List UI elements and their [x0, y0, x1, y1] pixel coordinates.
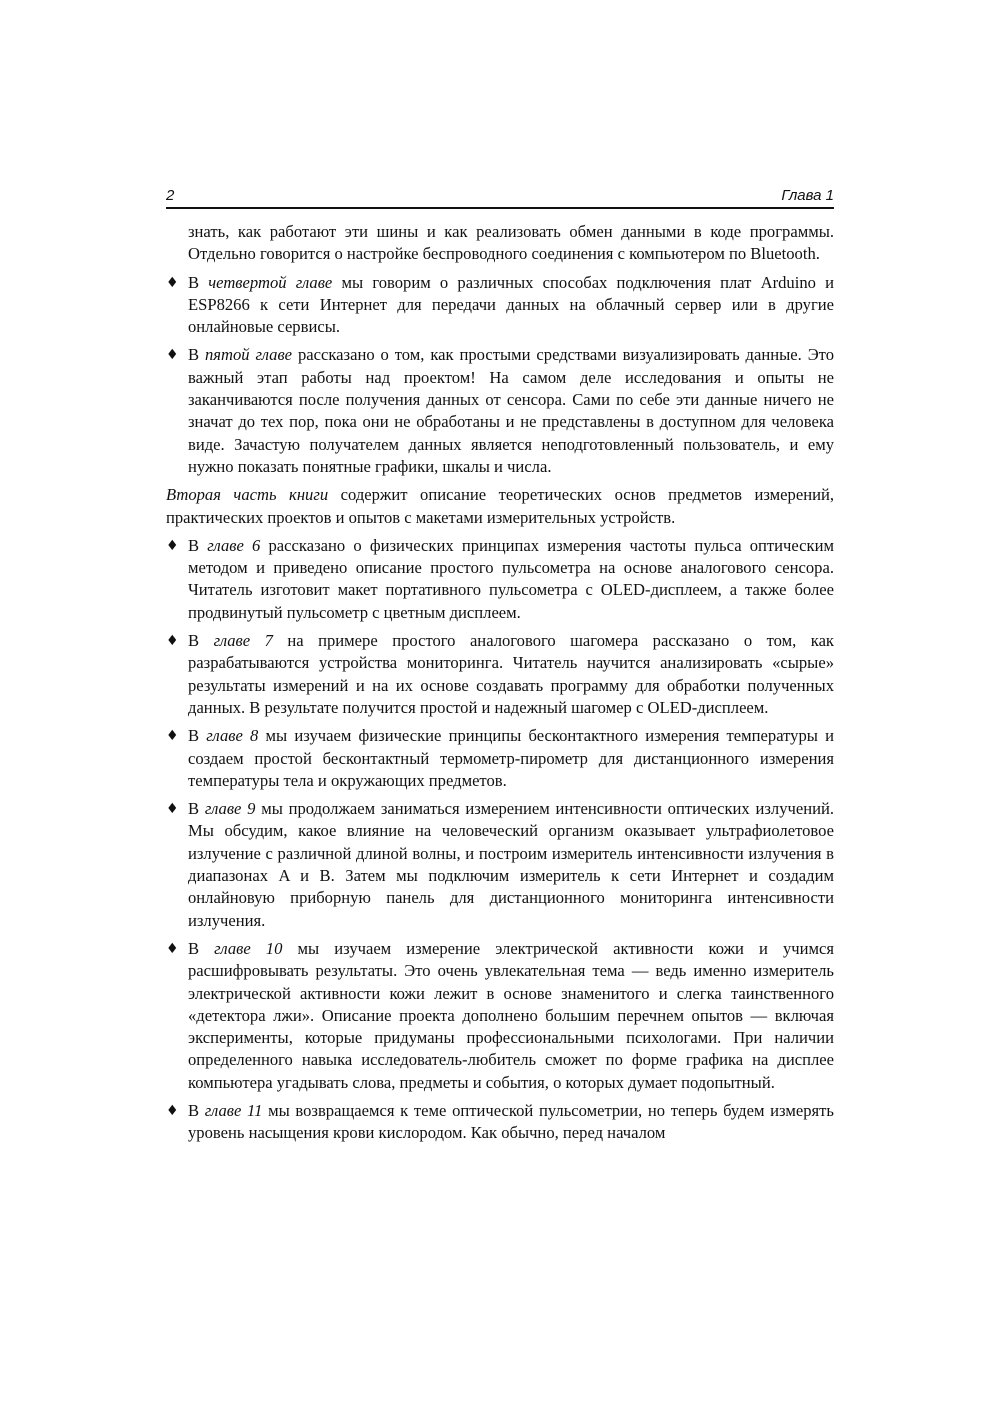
item-emphasis: главе 6 — [207, 535, 261, 555]
item-emphasis: главе 9 — [204, 799, 256, 819]
item-lead: В — [188, 631, 214, 651]
item-lead: В — [188, 535, 208, 555]
item-emphasis: четвертой главе — [208, 272, 333, 292]
diamond-bullet-icon: ♦ — [166, 940, 179, 957]
list-item-text — [188, 272, 834, 339]
item-emphasis: главе 7 — [213, 631, 273, 651]
intro-continuation: знать, как работают эти шины и как реализовать обмен данными в коде программы. Отдельно говорится о настройке беспроводного соединения с компьютером по Bluetooth. — [188, 222, 834, 264]
item-rest: на примере простого аналогового шагомера рассказано о том, как разрабатываются устройства мониторинга. Читатель научится анализировать «сырые» результаты измерений и на их основе создавать программу для обработки полученных данных. В результате получится простой и надежный шагомер с OLED-дисплеем. — [188, 631, 834, 717]
diamond-bullet-icon: ♦ — [166, 537, 179, 554]
list-item-chapter-6 — [166, 535, 834, 624]
item-emphasis: главе 11 — [204, 1100, 263, 1120]
item-emphasis: главе 10 — [214, 938, 283, 958]
part-two-intro — [166, 484, 834, 529]
diamond-bullet-icon: ♦ — [166, 274, 179, 291]
chapter-title: Глава 1 — [781, 187, 834, 204]
list-item-text — [188, 725, 834, 792]
list-item-chapter-5 — [166, 344, 834, 478]
part-two-intro-text: содержит описание теоретических основ предметов измерений, практических проектов и опытов с макетами измерительных устройств. — [166, 485, 834, 527]
list-item-text — [188, 938, 834, 1094]
item-lead: В — [188, 938, 215, 958]
book-page — [166, 187, 834, 1151]
item-lead: В — [188, 726, 207, 746]
list-item-text — [188, 1100, 834, 1145]
item-emphasis: пятой главе — [204, 345, 293, 365]
item-rest: мы говорим о различных способах подключения плат Arduino и ESP8266 к сети Интернет для передачи данных на облачный сервер или в другие онлайновые сервисы. — [188, 272, 835, 337]
item-rest: мы изучаем физические принципы бесконтактного измерения температуры и создаем простой бесконтактный термометр-пирометр для дистанционного измерения температуры тела и окружающих предметов. — [188, 726, 834, 790]
diamond-bullet-icon: ♦ — [166, 728, 179, 745]
item-lead: В — [188, 799, 205, 819]
list-item-chapter-10 — [166, 938, 834, 1094]
item-rest: мы возвращаемся к теме оптической пульсометрии, но теперь будем измерять уровень насыщения крови кислородом. Как обычно, перед началом — [188, 1100, 834, 1143]
list-item-text — [188, 798, 834, 932]
part-two-emphasis: Вторая часть книги — [166, 485, 329, 505]
running-head — [166, 187, 834, 209]
diamond-bullet-icon: ♦ — [166, 633, 179, 650]
diamond-bullet-icon: ♦ — [166, 1102, 179, 1119]
item-lead: В — [188, 1100, 205, 1120]
item-rest: рассказано о физических принципах измерения частоты пульса оптическим методом и приведено описание простого пульсометра на основе аналогового сенсора. Читатель изготовит макет портативного пульсометра с OLED-дисплеем, а также более продвинутый пульсометр с цветным дисплеем. — [188, 535, 834, 622]
page-number: 2 — [166, 187, 175, 204]
item-rest: мы изучаем измерение электрической активности кожи и учимся расшифровывать результаты. Это очень увлекательная тема — ведь именно измеритель электрической активности кожи лежит в основе знаменитого и слегка таинственного «детектора лжи». Описание проекта дополнено большим перечнем опытов — включая эксперименты, которые придуманы профессиональными психологами. При наличии определенного навыка исследователь-любитель сможет по форме графика на дисплее компьютера угадывать слова, предметы и события, о которых думает подопытный. — [188, 938, 834, 1092]
part-two-list — [166, 535, 834, 1145]
item-emphasis: главе 8 — [206, 726, 259, 746]
list-item-chapter-7 — [166, 630, 834, 719]
diamond-bullet-icon: ♦ — [166, 347, 179, 364]
list-item-chapter-8 — [166, 725, 834, 792]
list-item-chapter-4 — [166, 272, 834, 339]
part-one-list — [166, 272, 834, 479]
item-lead: В — [188, 345, 205, 365]
list-item-text — [188, 630, 834, 719]
diamond-bullet-icon: ♦ — [166, 801, 179, 818]
list-item-text — [188, 344, 834, 478]
item-rest: мы продолжаем заниматься измерением интенсивности оптических излучений. Мы обсудим, какое влияние на человеческий организм оказывает ультрафиолетовое излучение с различной длиной волны, и построим измеритель интенсивности излучения в диапазонах A и B. Затем мы подключим измеритель к сети Интернет и создадим онлайновую приборную панель для дистанционного мониторинга интенсивности излучения. — [188, 799, 834, 930]
item-rest: рассказано о том, как простыми средствами визуализировать данные. Это важный этап работы над проектом! На самом деле исследования и опыты не заканчиваются после получения данных от сенсора. Сами по себе эти данные ничего не значат до тех пор, пока они не обработаны и не представлены в доступном для человека виде. Зачастую получателем данных является неподготовленный пользователь, и ему нужно показать понятные графики, шкалы и числа. — [188, 345, 834, 476]
list-item-chapter-9 — [166, 798, 834, 932]
list-item-text — [188, 535, 834, 624]
list-item-chapter-11 — [166, 1100, 834, 1145]
page-content — [166, 221, 834, 1145]
item-lead: В — [188, 272, 209, 292]
